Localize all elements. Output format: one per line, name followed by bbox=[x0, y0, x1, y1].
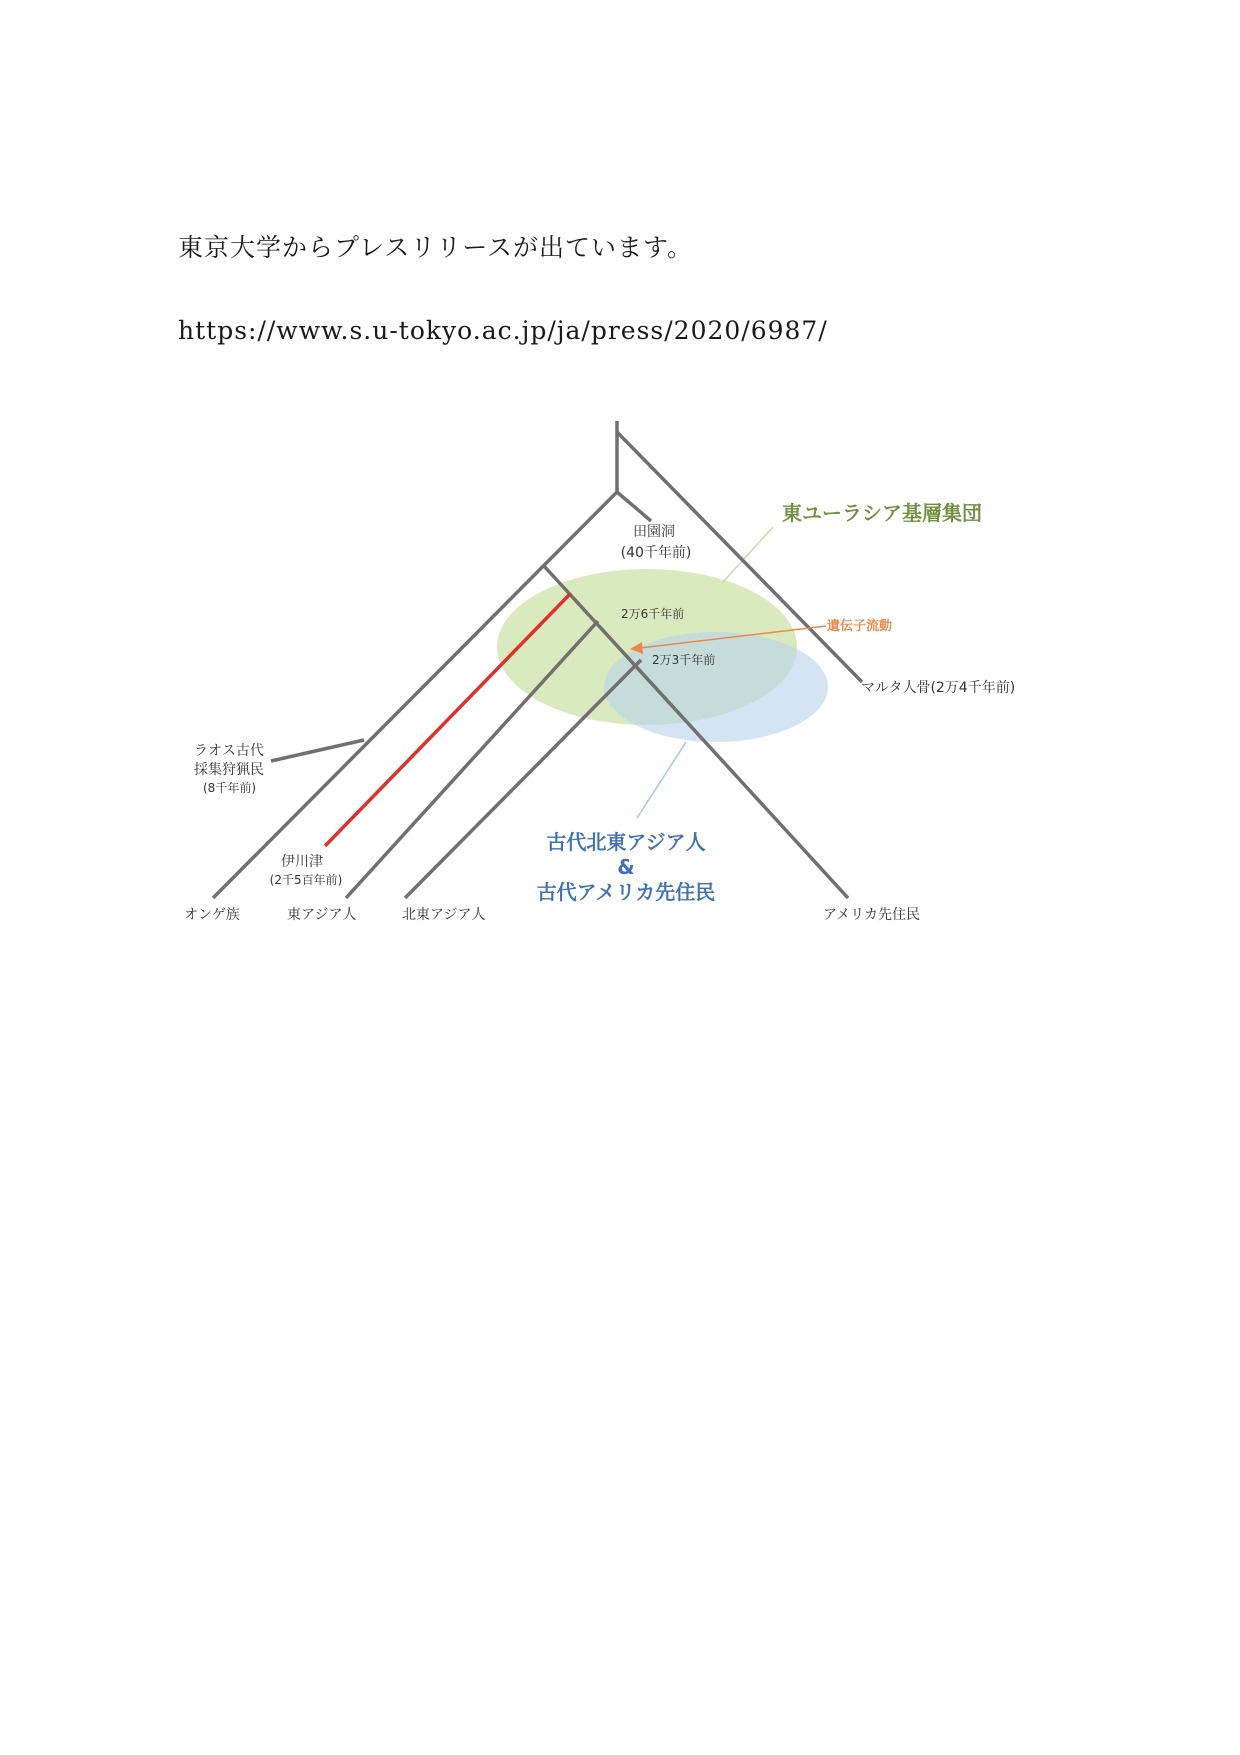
tianyuan-name: 田園洞 bbox=[633, 524, 675, 540]
east-eurasian-basal-label: 東ユーラシア基層集団 bbox=[782, 501, 982, 525]
native-american-label: アメリカ先住民 bbox=[823, 907, 921, 923]
laos-age-label: (8千年前) bbox=[203, 781, 256, 795]
laos-label-line1: ラオス古代 bbox=[194, 743, 264, 759]
press-url[interactable]: https://www.s.u-tokyo.ac.jp/ja/press/2020/6987/ bbox=[178, 316, 828, 345]
east-eurasian-leader bbox=[722, 527, 773, 583]
northeast-asian-branch bbox=[405, 660, 641, 898]
ikawazu-age: (2千5百年前) bbox=[269, 873, 343, 887]
gene-flow-label: 遺伝子流動 bbox=[827, 619, 893, 634]
laos-label-line2: 採集狩猟民 bbox=[194, 762, 264, 778]
intro-text: 東京大学からプレスリリースが出ています。 bbox=[178, 233, 694, 262]
ikawazu-name: 伊川津 bbox=[281, 854, 323, 870]
tianyuan-age: (40千年前) bbox=[620, 545, 692, 561]
east-asian-branch bbox=[346, 621, 598, 898]
ikawazu-lineage bbox=[325, 594, 570, 846]
onge-label: オンゲ族 bbox=[184, 907, 240, 923]
northeast-asian-label: 北東アジア人 bbox=[402, 907, 486, 923]
malta-label: マルタ人骨(2万4千年前) bbox=[861, 680, 1016, 696]
east-asian-label: 東アジア人 bbox=[287, 907, 357, 923]
node-26k-label: 2万6千年前 bbox=[621, 607, 685, 621]
tianyuan-branch bbox=[617, 492, 651, 521]
ancient-northeast-leader bbox=[637, 742, 686, 818]
ancient-northeast-label-line1: 古代北東アジア人 bbox=[546, 830, 706, 854]
ancient-northeast-label-line3: 古代アメリカ先住民 bbox=[536, 880, 716, 904]
node-23k-label: 2万3千年前 bbox=[652, 653, 716, 667]
ancient-northeast-label-line2: & bbox=[617, 855, 635, 879]
